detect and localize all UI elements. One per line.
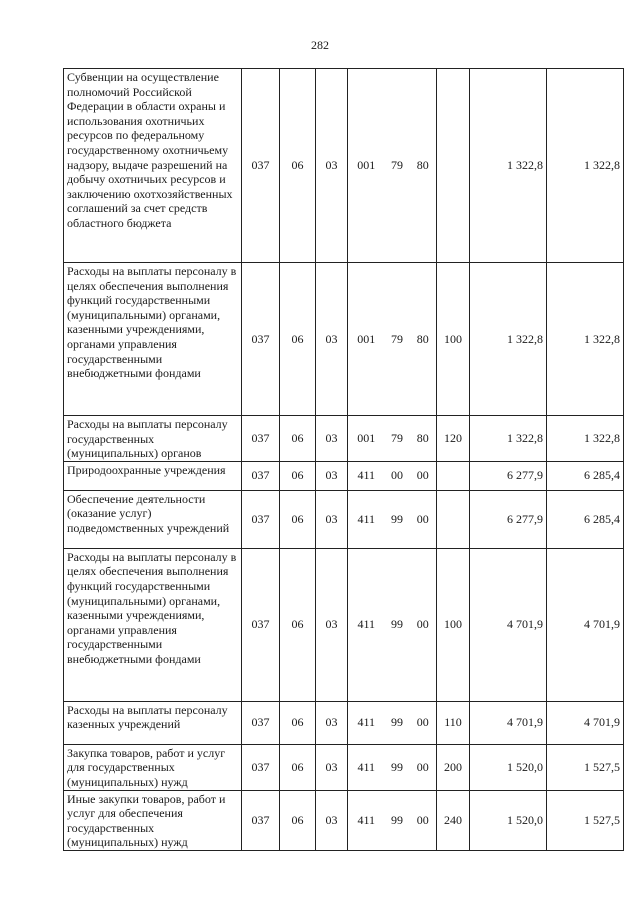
code-cs2: 99 (385, 490, 410, 548)
code-cs3: 00 (410, 701, 437, 744)
code-pr: 03 (316, 69, 348, 263)
code-cs1: 411 (348, 548, 385, 701)
code-ved: 037 (242, 790, 280, 850)
sum-1: 1 322,8 (470, 416, 547, 462)
sum-1: 6 277,9 (470, 490, 547, 548)
table-row (64, 790, 624, 850)
code-cs3: 00 (410, 790, 437, 850)
code-pr: 03 (316, 490, 348, 548)
code-ved: 037 (242, 744, 280, 790)
row-name: Обеспечение деятельности (оказание услуг) подведомственных учреждений (64, 490, 242, 548)
table-row (64, 744, 624, 790)
code-pr: 03 (316, 701, 348, 744)
sum-1: 4 701,9 (470, 701, 547, 744)
row-name: Расходы на выплаты персоналу в целях обеспечения выполнения функций государственными (муниципальными) органами, казенными учреждениями, органами управления государственными внебюджетными фондами (64, 263, 242, 416)
sum-2: 1 322,8 (547, 416, 624, 462)
code-cs2: 99 (385, 790, 410, 850)
code-cs2: 99 (385, 548, 410, 701)
sum-2: 4 701,9 (547, 701, 624, 744)
code-ved: 037 (242, 416, 280, 462)
code-vr: 100 (437, 548, 470, 701)
code-cs1: 411 (348, 490, 385, 548)
row-name: Закупка товаров, работ и услуг для государственных (муниципальных) нужд (64, 744, 242, 790)
code-cs3: 00 (410, 461, 437, 490)
code-cs1: 001 (348, 263, 385, 416)
code-cs3: 80 (410, 69, 437, 263)
code-ved: 037 (242, 490, 280, 548)
code-cs3: 00 (410, 548, 437, 701)
code-cs3: 80 (410, 263, 437, 416)
row-name: Субвенции на осуществление полномочий Российской Федерации в области охраны и использования охотничьих ресурсов по федеральному государственному охотничьему надзору, выдаче разрешений на добычу охотничьих ресурсов и заключению охотхозяйственных соглашений за счет средств областного бюджета (64, 69, 242, 263)
sum-2: 6 285,4 (547, 490, 624, 548)
code-cs2: 99 (385, 701, 410, 744)
table-row (64, 548, 624, 701)
code-rz: 06 (280, 490, 316, 548)
budget-table (63, 68, 624, 851)
code-rz: 06 (280, 744, 316, 790)
code-pr: 03 (316, 548, 348, 701)
table-row (64, 416, 624, 462)
code-cs1: 001 (348, 416, 385, 462)
sum-2: 1 527,5 (547, 790, 624, 850)
code-vr: 120 (437, 416, 470, 462)
code-cs1: 411 (348, 701, 385, 744)
code-rz: 06 (280, 701, 316, 744)
code-ved: 037 (242, 701, 280, 744)
code-pr: 03 (316, 461, 348, 490)
code-cs1: 411 (348, 790, 385, 850)
code-vr (437, 69, 470, 263)
sum-1: 1 322,8 (470, 69, 547, 263)
row-name: Расходы на выплаты персоналу в целях обеспечения выполнения функций государственными (муниципальными) органами, казенными учреждениями, органами управления государственными внебюджетными фондами (64, 548, 242, 701)
row-name: Иные закупки товаров, работ и услуг для обеспечения государственных (муниципальных) нужд (64, 790, 242, 850)
code-rz: 06 (280, 416, 316, 462)
code-ved: 037 (242, 461, 280, 490)
sum-2: 6 285,4 (547, 461, 624, 490)
code-pr: 03 (316, 263, 348, 416)
code-cs2: 79 (385, 69, 410, 263)
code-cs2: 79 (385, 416, 410, 462)
code-rz: 06 (280, 69, 316, 263)
code-vr: 200 (437, 744, 470, 790)
sum-1: 1 520,0 (470, 744, 547, 790)
code-cs3: 80 (410, 416, 437, 462)
code-cs1: 411 (348, 461, 385, 490)
sum-1: 4 701,9 (470, 548, 547, 701)
code-cs2: 00 (385, 461, 410, 490)
code-vr: 100 (437, 263, 470, 416)
code-pr: 03 (316, 416, 348, 462)
code-cs2: 99 (385, 744, 410, 790)
code-cs3: 00 (410, 490, 437, 548)
code-pr: 03 (316, 790, 348, 850)
row-name: Расходы на выплаты персоналу казенных учреждений (64, 701, 242, 744)
sum-2: 1 322,8 (547, 69, 624, 263)
row-name: Расходы на выплаты персоналу государственных (муниципальных) органов (64, 416, 242, 462)
table-row (64, 461, 624, 490)
page-number: 282 (311, 38, 329, 52)
code-cs2: 79 (385, 263, 410, 416)
sum-1: 1 520,0 (470, 790, 547, 850)
code-vr (437, 461, 470, 490)
code-ved: 037 (242, 69, 280, 263)
code-rz: 06 (280, 790, 316, 850)
code-ved: 037 (242, 548, 280, 701)
code-rz: 06 (280, 461, 316, 490)
code-rz: 06 (280, 548, 316, 701)
row-name: Природоохранные учреждения (64, 461, 242, 490)
code-rz: 06 (280, 263, 316, 416)
sum-1: 1 322,8 (470, 263, 547, 416)
table-row (64, 69, 624, 263)
code-cs3: 00 (410, 744, 437, 790)
sum-2: 1 322,8 (547, 263, 624, 416)
table-row (64, 490, 624, 548)
code-ved: 037 (242, 263, 280, 416)
code-cs1: 411 (348, 744, 385, 790)
code-cs1: 001 (348, 69, 385, 263)
table-row (64, 701, 624, 744)
code-vr (437, 490, 470, 548)
sum-2: 4 701,9 (547, 548, 624, 701)
sum-2: 1 527,5 (547, 744, 624, 790)
code-vr: 240 (437, 790, 470, 850)
code-vr: 110 (437, 701, 470, 744)
code-pr: 03 (316, 744, 348, 790)
table-row (64, 263, 624, 416)
sum-1: 6 277,9 (470, 461, 547, 490)
